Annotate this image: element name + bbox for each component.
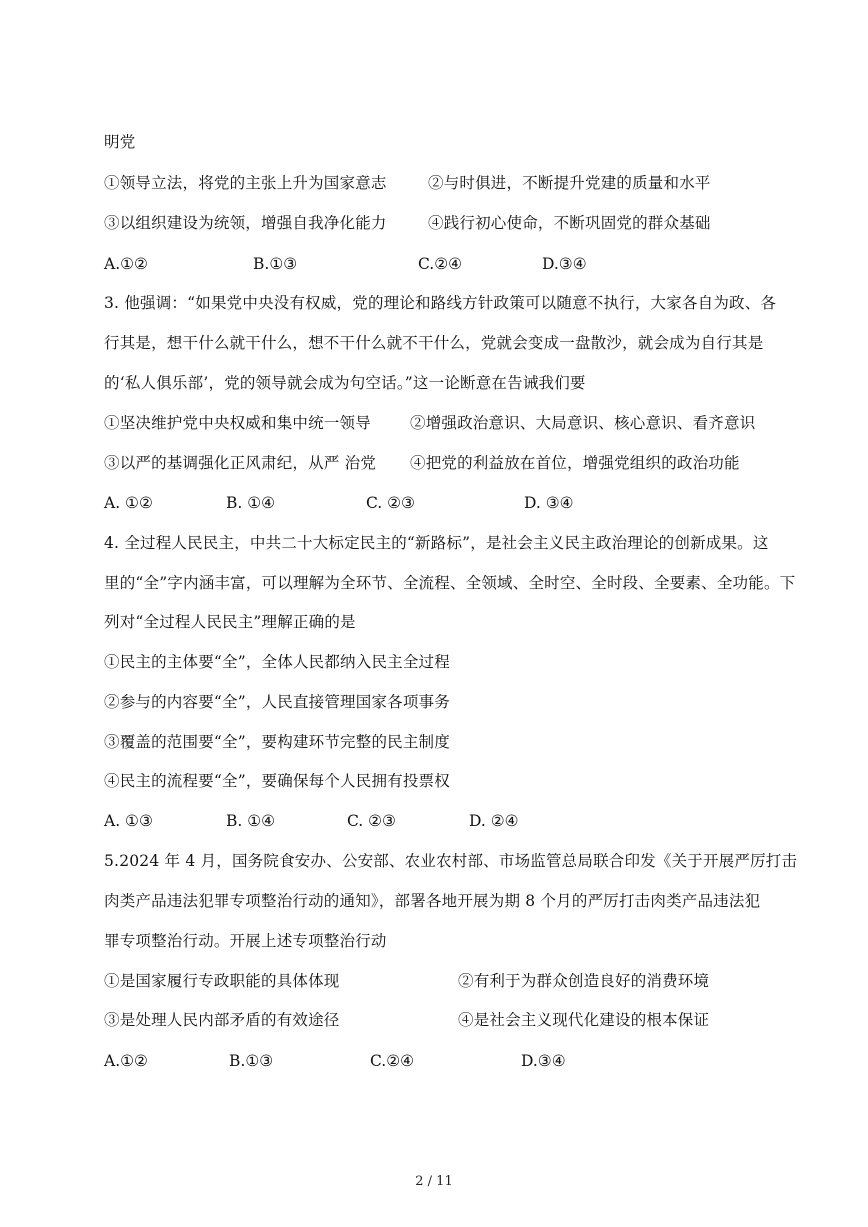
q5-stem-line-2: 肉类产品违法犯罪专项整治行动的通知》，部署各地开展为期 8 个月的严厉打击肉类产品违法犯 [104, 892, 761, 910]
q3-option-c: C. ②③ [366, 494, 415, 512]
q2-option-a: A.①② [104, 255, 148, 273]
q4-stem-line-3: 列对“全过程人民民主”理解正确的是 [104, 613, 356, 631]
q5-stem-line-1: 5.2024 年 4 月，国务院食安办、公安部、农业农村部、市场监管总局联合印发《关于开展严厉打击 [104, 852, 798, 870]
page-number: 2 / 11 [415, 1174, 453, 1189]
q2-option-c: C.②④ [418, 255, 463, 273]
q3-item-2: ②增强政治意识、大局意识、核心意识、看齐意识 [410, 414, 756, 432]
q2-item-4: ④践行初心使命，不断巩固党的群众基础 [428, 214, 711, 232]
q3-stem-line-3: 的‘私人俱乐部’，党的领导就会成为句空话。”这一论断意在告诫我们要 [104, 374, 586, 392]
q5-stem-line-3: 罪专项整治行动。开展上述专项整治行动 [104, 932, 387, 950]
q3-item-4: ④把党的利益放在首位，增强党组织的政治功能 [410, 454, 740, 472]
q2-item-3: ③以组织建设为统领，增强自我净化能力 [104, 214, 387, 232]
q4-option-b: B. ①④ [226, 812, 276, 830]
q5-item-4: ④是社会主义现代化建设的根本保证 [458, 1011, 710, 1029]
q5-option-c: C.②④ [370, 1052, 415, 1070]
q3-stem-line-2: 行其是，想干什么就干什么，想不干什么就不干什么，党就会变成一盘散沙，就会成为自行其是 [104, 334, 764, 352]
q3-option-d: D. ③④ [524, 494, 574, 512]
q4-option-c: C. ②③ [347, 812, 396, 830]
q2-option-b: B.①③ [253, 255, 298, 273]
q3-item-3: ③以严的基调强化正风肃纪，从严 治党 [104, 454, 377, 472]
q3-option-b: B. ①④ [226, 494, 276, 512]
q5-option-a: A.①② [104, 1052, 148, 1070]
q2-option-d: D.③④ [542, 255, 587, 273]
q4-option-d: D. ②④ [469, 812, 519, 830]
q4-item-3: ③覆盖的范围要“全”，要构建环节完整的民主制度 [104, 733, 450, 751]
q4-stem-line-1: 4. 全过程人民民主，中共二十大标定民主的“新路标”，是社会主义民主政治理论的创新成果。这 [104, 534, 769, 552]
q5-item-2: ②有利于为群众创造良好的消费环境 [458, 972, 710, 990]
q4-stem-line-2: 里的“全”字内涵丰富，可以理解为全环节、全流程、全领域、全时空、全时段、全要素、全功能。下 [104, 574, 796, 592]
q4-item-4: ④民主的流程要“全”，要确保每个人民拥有投票权 [104, 772, 450, 790]
continuation-text: 明党 [104, 133, 136, 151]
q5-option-b: B.①③ [229, 1052, 274, 1070]
q2-item-1: ①领导立法，将党的主张上升为国家意志 [104, 174, 387, 192]
q2-item-2: ②与时俱进，不断提升党建的质量和水平 [428, 174, 711, 192]
q5-item-1: ①是国家履行专政职能的具体体现 [104, 972, 340, 990]
q4-item-2: ②参与的内容要“全”，人民直接管理国家各项事务 [104, 693, 450, 711]
q5-option-d: D.③④ [521, 1052, 566, 1070]
q3-stem-line-1: 3. 他强调：“如果党中央没有权威，党的理论和路线方针政策可以随意不执行，大家各自为政、各 [104, 294, 777, 312]
q4-item-1: ①民主的主体要“全”，全体人民都纳入民主全过程 [104, 653, 450, 671]
q3-option-a: A. ①② [104, 494, 153, 512]
q5-item-3: ③是处理人民内部矛盾的有效途径 [104, 1011, 340, 1029]
q3-item-1: ①坚决维护党中央权威和集中统一领导 [104, 414, 371, 432]
q4-option-a: A. ①③ [104, 812, 153, 830]
